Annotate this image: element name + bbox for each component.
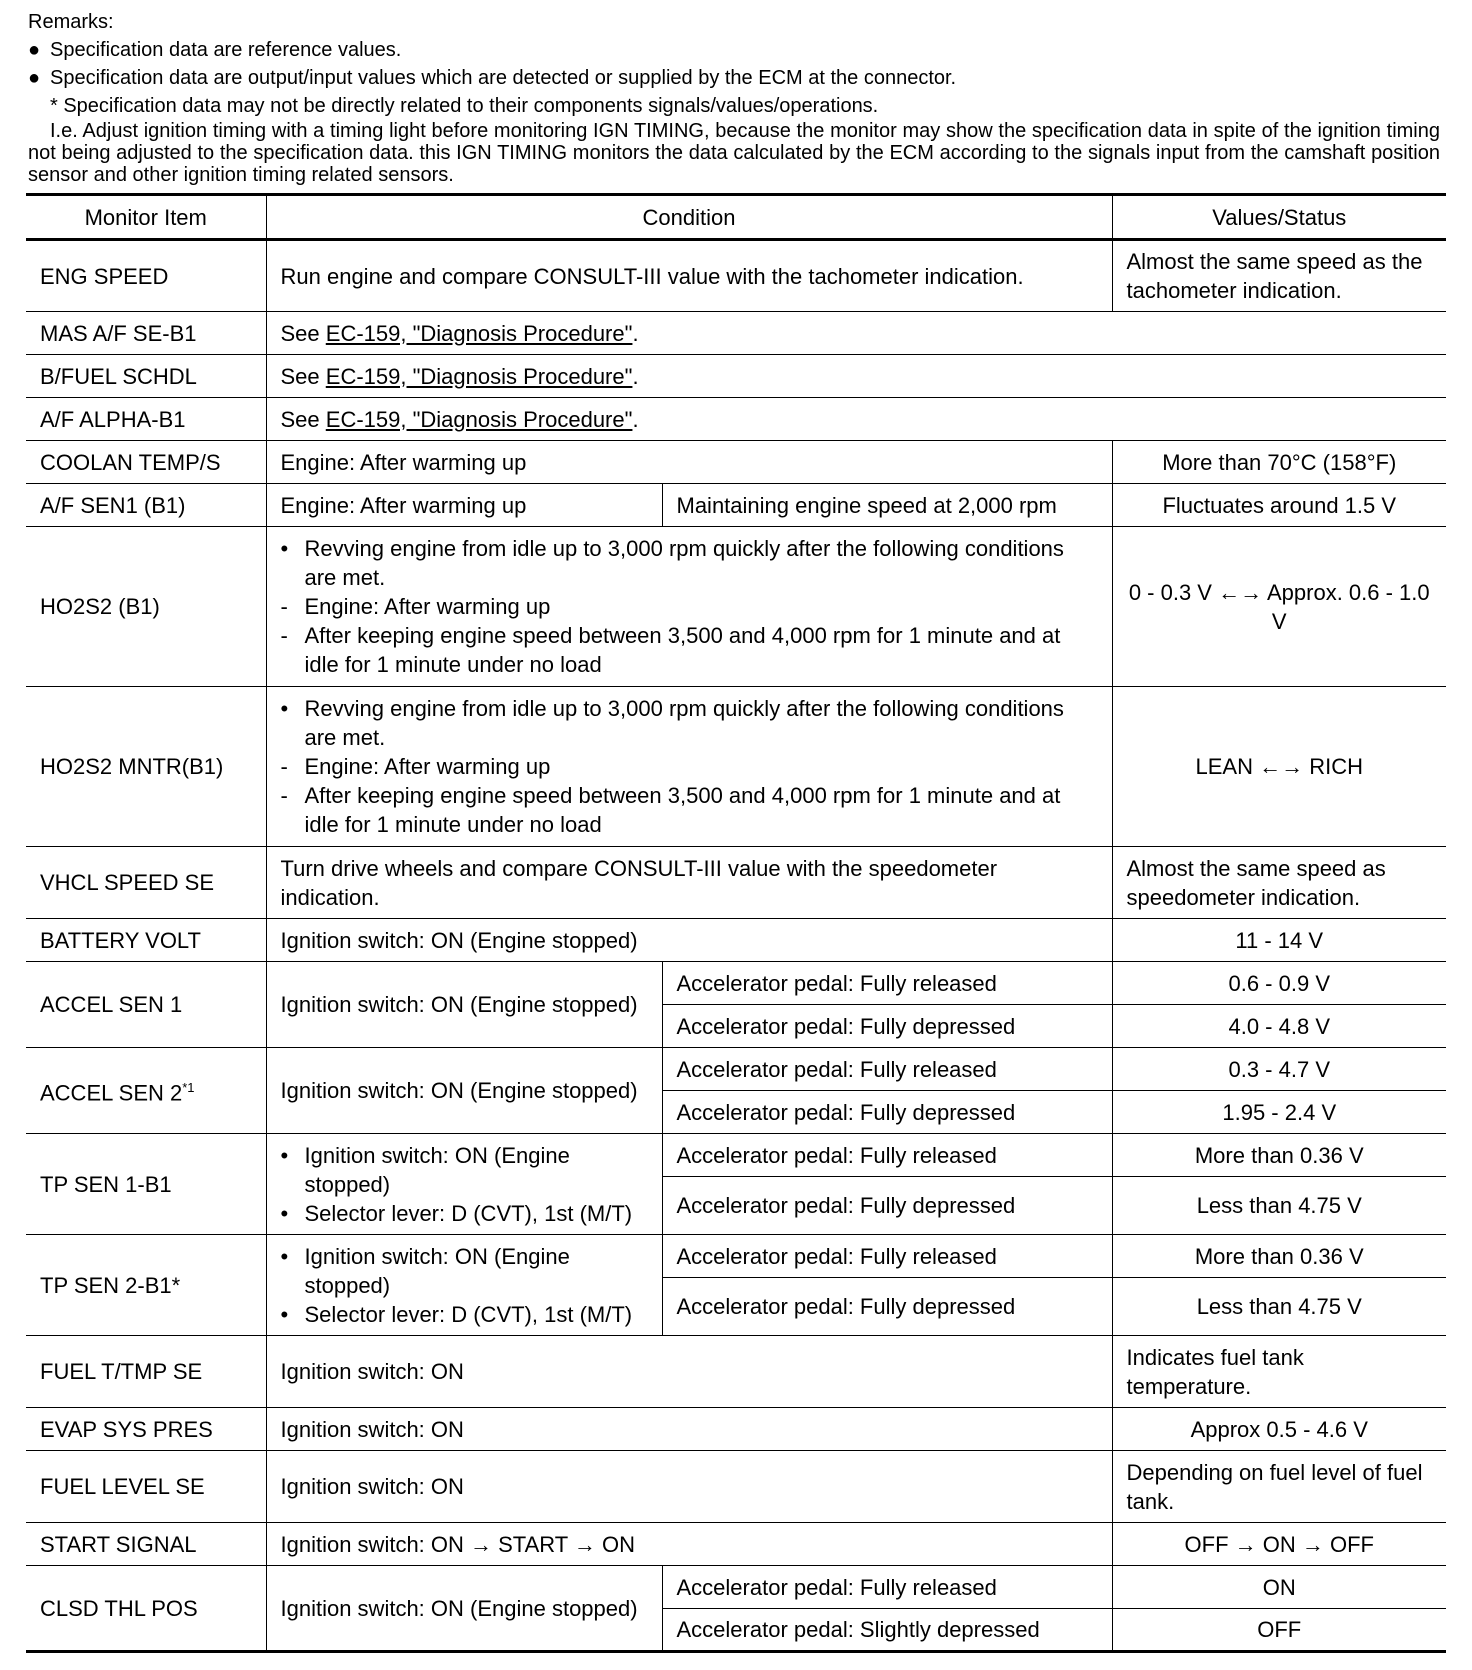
remarks-section [28, 8, 1440, 186]
condition-cell: Run engine and compare CONSULT-III value with the tachometer indication. [266, 240, 1112, 312]
condition-cell: Ignition switch: ON (Engine stopped) [266, 1048, 662, 1134]
table-row [26, 687, 1446, 847]
header-monitor-item: Monitor Item [26, 195, 266, 240]
value-cell: 0.6 - 0.9 V [1112, 962, 1446, 1005]
condition-cell: Ignition switch: ON [266, 1451, 1112, 1523]
condition-cell: See EC-159, "Diagnosis Procedure". [266, 355, 1446, 398]
value-cell: 0.3 - 4.7 V [1112, 1048, 1446, 1091]
condition-cell [266, 527, 1112, 687]
table-row [26, 1523, 1446, 1566]
table-row [26, 1451, 1446, 1523]
table-row [26, 962, 1446, 1005]
condition-list [281, 534, 1098, 679]
value-cell: ON [1112, 1566, 1446, 1609]
condition-cell: Ignition switch: ON → START → ON [266, 1523, 1112, 1566]
condition-cell: See EC-159, "Diagnosis Procedure". [266, 398, 1446, 441]
monitor-item-cell: ACCEL SEN 1 [26, 962, 266, 1048]
monitor-item-cell: A/F SEN1 (B1) [26, 484, 266, 527]
value-cell: OFF [1112, 1609, 1446, 1652]
header-condition: Condition [266, 195, 1112, 240]
value-cell: 11 - 14 V [1112, 919, 1446, 962]
value-cell: Fluctuates around 1.5 V [1112, 484, 1446, 527]
value-cell: Almost the same speed as the tachometer indication. [1112, 240, 1446, 312]
list-item: • Revving engine from idle up to 3,000 rpm quickly after the following conditions are met. [280, 536, 1064, 590]
condition-cell: Turn drive wheels and compare CONSULT-III value with the speedometer indication. [266, 847, 1112, 919]
table-row [26, 527, 1446, 687]
bullet-icon: • [280, 696, 289, 721]
value-cell: Less than 4.75 V [1112, 1278, 1446, 1336]
header-values-status: Values/Status [1112, 195, 1446, 240]
condition-list [281, 1242, 648, 1329]
diagnosis-procedure-link[interactable]: EC-159, "Diagnosis Procedure" [325, 320, 633, 346]
remarks-example: I.e. Adjust ignition timing with a timing light before monitoring IGN TIMING, because the monitor may show the specification data in spite of the ignition timing not being adjusted to the specification data. this IGN TIMING monitors the data calculated by the ECM according to the signals input from the camshaft position sensor and other ignition timing related sensors. [28, 120, 1440, 186]
bullet-icon: • [280, 1142, 289, 1168]
footnote-marker: *1 [182, 1080, 195, 1096]
table-row [26, 1048, 1446, 1091]
monitor-item-cell: ENG SPEED [26, 240, 266, 312]
value-cell: 0 - 0.3 V ←→ Approx. 0.6 - 1.0 V [1112, 527, 1446, 687]
diagnosis-procedure-link[interactable]: EC-159, "Diagnosis Procedure" [325, 363, 633, 389]
sub-condition-cell: Accelerator pedal: Fully released [662, 1134, 1112, 1177]
diagnosis-procedure-link[interactable]: EC-159, "Diagnosis Procedure" [325, 406, 633, 432]
condition-list [281, 1141, 648, 1228]
condition-cell [266, 1134, 662, 1235]
bullet-icon: • [280, 1200, 289, 1226]
table-row [26, 1566, 1446, 1609]
value-cell: 4.0 - 4.8 V [1112, 1005, 1446, 1048]
table-row [26, 484, 1446, 527]
remarks-note: * Specification data may not be directly related to their components signals/values/operations. [50, 95, 879, 117]
condition-cell [266, 687, 1112, 847]
sub-condition-cell: Accelerator pedal: Slightly depressed [662, 1609, 1112, 1652]
monitor-item-cell: HO2S2 (B1) [26, 527, 266, 687]
table-row [26, 847, 1446, 919]
monitor-item-cell: A/F ALPHA-B1 [26, 398, 266, 441]
table-row [26, 355, 1446, 398]
value-cell: Approx 0.5 - 4.6 V [1112, 1408, 1446, 1451]
sub-condition-cell: Accelerator pedal: Fully depressed [662, 1177, 1112, 1235]
condition-cell: Engine: After warming up [266, 484, 662, 527]
dash-icon: - [280, 623, 288, 648]
table-row [26, 1336, 1446, 1408]
condition-cell: Ignition switch: ON (Engine stopped) [266, 1566, 662, 1652]
list-item: - Engine: After warming up [280, 594, 551, 619]
condition-list [281, 694, 1098, 839]
table-row [26, 919, 1446, 962]
monitor-item-cell: VHCL SPEED SE [26, 847, 266, 919]
list-item: - Engine: After warming up [280, 754, 551, 779]
remarks-bullet: ● Specification data are reference values. [28, 36, 1440, 64]
sub-condition-cell: Accelerator pedal: Fully depressed [662, 1278, 1112, 1336]
list-item: • Ignition switch: ON (Engine stopped) [280, 1142, 570, 1197]
monitor-item-cell: MAS A/F SE-B1 [26, 312, 266, 355]
list-item: • Revving engine from idle up to 3,000 rpm quickly after the following conditions are met. [280, 696, 1064, 750]
monitor-item-cell: BATTERY VOLT [26, 919, 266, 962]
sub-condition-cell: Accelerator pedal: Fully released [662, 1235, 1112, 1278]
monitor-item-cell: COOLAN TEMP/S [26, 441, 266, 484]
bullet-icon: • [280, 1301, 289, 1327]
monitor-item-cell: EVAP SYS PRES [26, 1408, 266, 1451]
sub-condition-cell: Accelerator pedal: Fully depressed [662, 1091, 1112, 1134]
list-item: • Ignition switch: ON (Engine stopped) [280, 1243, 570, 1298]
remarks-heading: Remarks: [28, 11, 114, 33]
monitor-item-cell: ACCEL SEN 2$^{*1}$ [26, 1048, 266, 1134]
value-cell: Depending on fuel level of fuel tank. [1112, 1451, 1446, 1523]
value-cell: OFF → ON → OFF [1112, 1523, 1446, 1566]
monitor-item-cell: TP SEN 1-B1 [26, 1134, 266, 1235]
bullet-icon: ● [28, 39, 41, 61]
list-item: - After keeping engine speed between 3,500 and 4,000 rpm for 1 minute and at idle for 1 minute under no load [280, 623, 1061, 677]
remarks-bullet: ● Specification data are output/input values which are detected or supplied by the ECM at the connector. [28, 64, 1440, 92]
bullet-icon: • [280, 1243, 289, 1269]
table-row [26, 1235, 1446, 1278]
monitor-item-table [26, 193, 1446, 1653]
condition-cell: Ignition switch: ON [266, 1408, 1112, 1451]
sub-condition-cell: Accelerator pedal: Fully depressed [662, 1005, 1112, 1048]
monitor-item-cell: START SIGNAL [26, 1523, 266, 1566]
value-cell: Almost the same speed as speedometer indication. [1112, 847, 1446, 919]
dash-icon: - [280, 783, 288, 808]
condition-cell: Ignition switch: ON (Engine stopped) [266, 919, 1112, 962]
table-row [26, 398, 1446, 441]
condition-cell: Engine: After warming up [266, 441, 1112, 484]
bullet-icon: • [280, 536, 289, 561]
monitor-item-cell: HO2S2 MNTR(B1) [26, 687, 266, 847]
value-cell: More than 70°C (158°F) [1112, 441, 1446, 484]
monitor-item-cell: CLSD THL POS [26, 1566, 266, 1652]
value-cell: More than 0.36 V [1112, 1235, 1446, 1278]
table-row [26, 1134, 1446, 1177]
value-cell: Indicates fuel tank temperature. [1112, 1336, 1446, 1408]
value-cell: Less than 4.75 V [1112, 1177, 1446, 1235]
value-cell: LEAN ←→ RICH [1112, 687, 1446, 847]
list-item: • Selector lever: D (CVT), 1st (M/T) [280, 1200, 633, 1226]
condition-cell: Ignition switch: ON (Engine stopped) [266, 962, 662, 1048]
sub-condition-cell: Accelerator pedal: Fully released [662, 1048, 1112, 1091]
table-row [26, 240, 1446, 312]
table-row [26, 312, 1446, 355]
list-item: - After keeping engine speed between 3,500 and 4,000 rpm for 1 minute and at idle for 1 minute under no load [280, 783, 1061, 837]
dash-icon: - [280, 754, 288, 779]
sub-condition-cell: Accelerator pedal: Fully released [662, 962, 1112, 1005]
condition-cell: See EC-159, "Diagnosis Procedure". [266, 312, 1446, 355]
condition-cell: Ignition switch: ON [266, 1336, 1112, 1408]
table-header-row [26, 195, 1446, 240]
table-row [26, 1408, 1446, 1451]
value-cell: More than 0.36 V [1112, 1134, 1446, 1177]
monitor-item-cell: FUEL LEVEL SE [26, 1451, 266, 1523]
table-row [26, 441, 1446, 484]
dash-icon: - [280, 594, 288, 619]
condition-cell [266, 1235, 662, 1336]
list-item: • Selector lever: D (CVT), 1st (M/T) [280, 1301, 633, 1327]
value-cell: 1.95 - 2.4 V [1112, 1091, 1446, 1134]
monitor-item-cell: B/FUEL SCHDL [26, 355, 266, 398]
monitor-item-cell: TP SEN 2-B1* [26, 1235, 266, 1336]
monitor-item-cell: FUEL T/TMP SE [26, 1336, 266, 1408]
bullet-icon: ● [28, 67, 41, 89]
sub-condition-cell: Accelerator pedal: Fully released [662, 1566, 1112, 1609]
sub-condition-cell: Maintaining engine speed at 2,000 rpm [662, 484, 1112, 527]
